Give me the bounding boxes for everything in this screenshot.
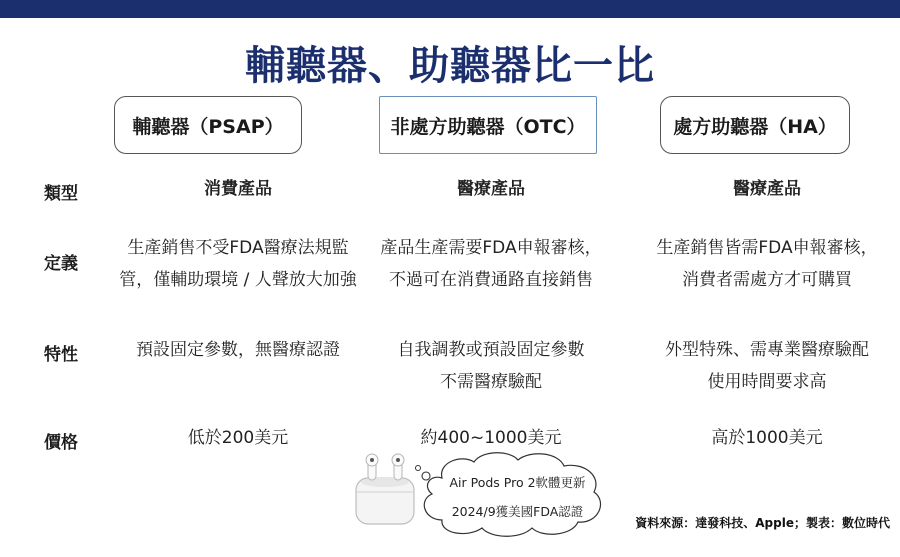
page-title: 輔聽器、助聽器比一比 — [245, 43, 655, 89]
feature-psap — [108, 334, 368, 366]
row-label-definition: 定義 — [44, 254, 78, 274]
row-label-feature: 特性 — [44, 345, 78, 365]
definition-psap — [108, 232, 368, 296]
callout-line-1: Air Pods Pro 2軟體更新 — [449, 475, 586, 490]
definition-ha-line-2: 消費者需處方才可購買 — [682, 270, 852, 290]
definition-ha-line-1: 生產銷售皆需FDA申報審核， — [656, 238, 878, 258]
definition-otc — [361, 232, 621, 296]
column-header-psap: 輔聽器（PSAP） — [114, 96, 302, 154]
airpods-icon — [350, 450, 420, 528]
price-ha: 高於1000美元 — [711, 428, 823, 448]
column-header-ha: 處方助聽器（HA） — [660, 96, 850, 154]
price-psap: 低於200美元 — [187, 428, 289, 448]
type-psap: 消費產品 — [204, 179, 272, 199]
definition-ha — [637, 232, 897, 296]
definition-psap-line-2: 管，僅輔助環境 / 人聲放大加強 — [119, 270, 357, 290]
callout-line-2: 2024/9獲美國FDA認證 — [451, 504, 584, 519]
price-otc: 約400~1000美元 — [420, 428, 562, 448]
definition-otc-line-1: 產品生產需要FDA申報審核， — [380, 238, 602, 258]
feature-otc-line-2: 不需醫療驗配 — [440, 372, 542, 392]
top-bar — [0, 0, 900, 18]
row-label-price: 價格 — [44, 433, 78, 453]
row-label-type: 類型 — [44, 184, 78, 204]
feature-ha-line-1: 外型特殊、需專業醫療驗配 — [665, 340, 869, 360]
definition-otc-line-2: 不過可在消費通路直接銷售 — [389, 270, 593, 290]
feature-otc-line-1: 自我調教或預設固定參數 — [397, 340, 585, 360]
feature-ha-line-2: 使用時間要求高 — [707, 372, 827, 392]
type-otc: 醫療產品 — [457, 179, 525, 199]
definition-psap-line-1: 生產銷售不受FDA醫療法規監 — [127, 238, 349, 258]
type-ha: 醫療產品 — [733, 179, 801, 199]
source-note: 資料來源：達發科技、Apple；製表：數位時代 — [635, 516, 890, 530]
feature-psap-line-1: 預設固定參數，無醫療認證 — [136, 340, 340, 360]
column-header-otc[interactable]: 非處方助聽器（OTC） — [379, 96, 597, 154]
thought-cloud-icon — [412, 448, 612, 540]
feature-ha — [637, 334, 897, 398]
feature-otc — [361, 334, 621, 398]
